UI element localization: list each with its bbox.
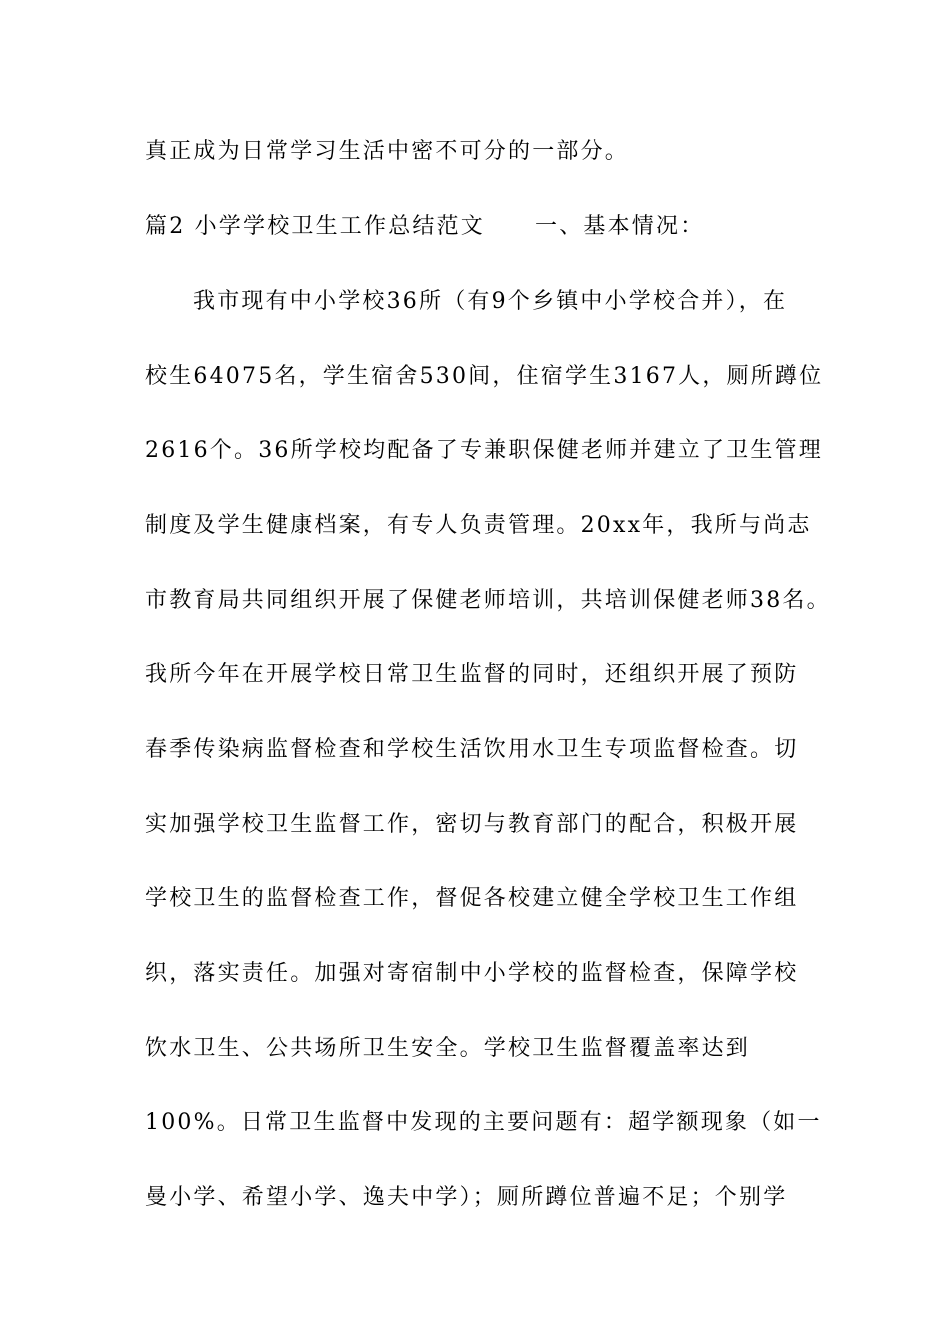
text-line-1: 真正成为日常学习生活中密不可分的一部分。: [145, 139, 630, 164]
text-line-13: 饮水卫生、公共场所卫生安全。学校卫生监督覆盖率达到: [145, 1036, 751, 1061]
text-line-10: 实加强学校卫生监督工作，密切与教育部门的配合，积极开展: [145, 812, 799, 837]
subsection-title: 一、基本情况：: [535, 214, 705, 239]
text-line-8: 我所今年在开展学校日常卫生监督的同时，还组织开展了预防: [145, 662, 799, 687]
text-line-15: 曼小学、希望小学、逸夫中学）；厕所蹲位普遍不足；个别学: [145, 1185, 788, 1210]
text-line-6: 制度及学生健康档案，有专人负责管理。20xx年，我所与尚志: [145, 513, 812, 538]
section-title: 篇2 小学学校卫生工作总结范文: [145, 214, 485, 239]
text-line-3: 我市现有中小学校36所（有9个乡镇中小学校合并），在: [193, 289, 788, 314]
text-line-11: 学校卫生的监督检查工作，督促各校建立健全学校卫生工作组: [145, 886, 799, 911]
section-heading-line: [145, 212, 825, 242]
text-line-7: 市教育局共同组织开展了保健老师培训，共培训保健老师38名。: [145, 588, 831, 613]
text-line-12: 织，落实责任。加强对寄宿制中小学校的监督检查，保障学校: [145, 961, 799, 986]
text-line-9: 春季传染病监督检查和学校生活饮用水卫生专项监督检查。切: [145, 737, 799, 762]
text-line-4: 校生64075名，学生宿舍530间，住宿学生3167人，厕所蹲位: [145, 364, 824, 389]
text-line-14: 100%。日常卫生监督中发现的主要问题有：超学额现象（如一: [145, 1110, 822, 1135]
text-line-5: 2616个。36所学校均配备了专兼职保健老师并建立了卫生管理: [145, 438, 823, 463]
